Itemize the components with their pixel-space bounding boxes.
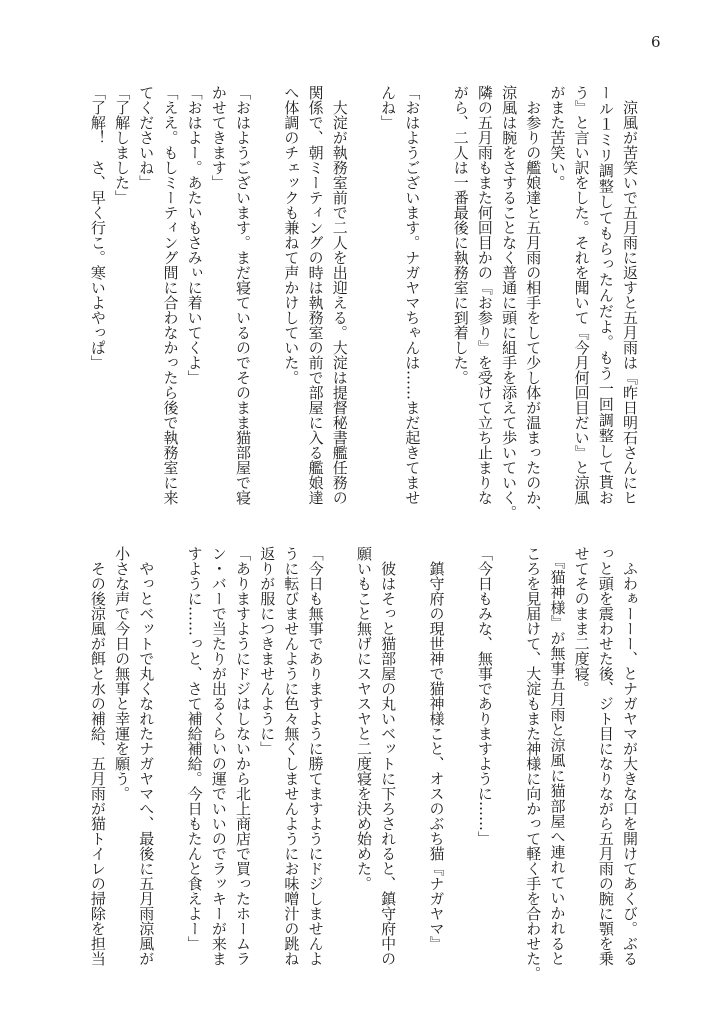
text-column: 隣の五月雨もまた何回目かの『お参り』を受けて立ち止まりな — [475, 85, 494, 505]
text-column: う』と言い訳をした。それを聞いて『今月何回目だい』と涼風 — [572, 85, 591, 505]
dialogue-column: 「了解しました」 — [113, 85, 132, 205]
blank-line — [328, 546, 352, 966]
text-column: ふわぁーーー、とナガヤマが大きな口を開けてあくび。ぶる — [621, 546, 639, 966]
dialogue-column: かせてきます」 — [209, 85, 228, 190]
dialogue-column: 返りが服につきませんように」 — [258, 546, 277, 756]
text-column: やっとベットで丸くなれたナガヤマへ、最後に五月雨涼風が — [137, 546, 156, 966]
text-column: ころを見届けて、大淀もまた神様に向かって軽く手を合わせた。 — [524, 546, 543, 981]
text-column: 関係で、朝ミーティングの時は執務室の前で部屋に入る艦娘達 — [306, 85, 325, 505]
text-column: その後涼風が餌と水の補給、五月雨が猫トイレの掃除を担当 — [88, 546, 107, 966]
dialogue-column: 「ありますようにドジはしないから北上商店で買ったホームラ — [234, 546, 252, 966]
dialogue-column: 「おはようございます。ナガヤマちゃんは……まだ起きてませ — [403, 85, 422, 505]
text-column: 涼風は腕をさすることなく普通に頭に組手を添えて歩いていく。 — [500, 85, 519, 520]
dialogue-column: 「了解！ さ、早く行こ。寒いよやっぱ」 — [88, 85, 107, 370]
text-column: 願いもこと無げにスヤスヤと二度寝を決め始めた。 — [354, 546, 373, 891]
dialogue-column: 「今日も無事でありますように勝てますようにドジしませんよ — [306, 546, 325, 966]
dialogue-column: んね」 — [379, 85, 398, 130]
text-column: へ体調のチェックも兼ねて声かけしていた。 — [282, 85, 301, 385]
text-column: がまた苦笑い。 — [548, 85, 567, 190]
text-column: お参りの艦娘達と五月雨の相手をして少し体が温まったのか、 — [524, 85, 543, 520]
dialogue-column: 「ええ。もしミーティング間に合わなかったら後で執務室に来 — [161, 85, 180, 505]
dialogue-column: うに転びませんように色々無くしませんようにお味噌汁の跳ね — [282, 546, 301, 966]
text-column: 涼風が苦笑いで五月雨に返すと五月雨は『昨日明石さんにヒ — [621, 85, 639, 505]
blank-line — [497, 546, 521, 966]
blank-line — [400, 546, 424, 966]
upper-text-block — [85, 85, 642, 520]
text-column: っと頭を震わせた後、ジト目になりながら五月雨の腕に顎を乗 — [596, 546, 615, 966]
dialogue-column: てくださいね」 — [137, 85, 156, 190]
blank-line — [449, 546, 473, 966]
dialogue-column: すように……っと、さて補給補給。今日もたんと食えよー」 — [185, 546, 204, 951]
dialogue-column: 「おはよー。あたいもさみぃに着いてくよ」 — [185, 85, 204, 385]
dialogue-column: ン・バーで当たりが出るくらいの運でいいのでラッキーが来ま — [209, 546, 228, 966]
text-column: 大淀が執務室前で二人を出迎える。大淀は提督秘書艦任務の — [330, 85, 349, 505]
text-column: せてそのまま二度寝。 — [572, 546, 591, 696]
text-column: 鎮守府の現世神で猫神様こと、オスのぶち猫『ナガヤマ』 — [427, 546, 446, 951]
blank-line — [158, 546, 182, 966]
blank-line — [255, 85, 279, 505]
dialogue-column: 「おはようございます。まだ寝ているのでそのまま猫部屋で寝 — [234, 85, 252, 505]
text-column: 『猫神様』が無事五月雨と涼風に猫部屋へ連れていかれると — [548, 546, 567, 966]
blank-line — [352, 85, 376, 505]
dialogue-column: 「今日もみな、無事でありますように……」 — [475, 546, 494, 846]
blank-line — [424, 85, 448, 505]
text-column: ール１ミリ調整してもらったんだよ。もう一回調整して貰お — [596, 85, 615, 505]
text-column: がら、二人は一番最後に執務室に到着した。 — [451, 85, 470, 385]
text-column: 小さな声で今日の無事と幸運を願う。 — [113, 546, 132, 801]
lower-text-block — [85, 546, 642, 981]
page-number: 6 — [651, 33, 661, 51]
text-column: 彼はそっと猫部屋の丸いベットに下ろされると、鎮守府中の — [379, 546, 398, 966]
